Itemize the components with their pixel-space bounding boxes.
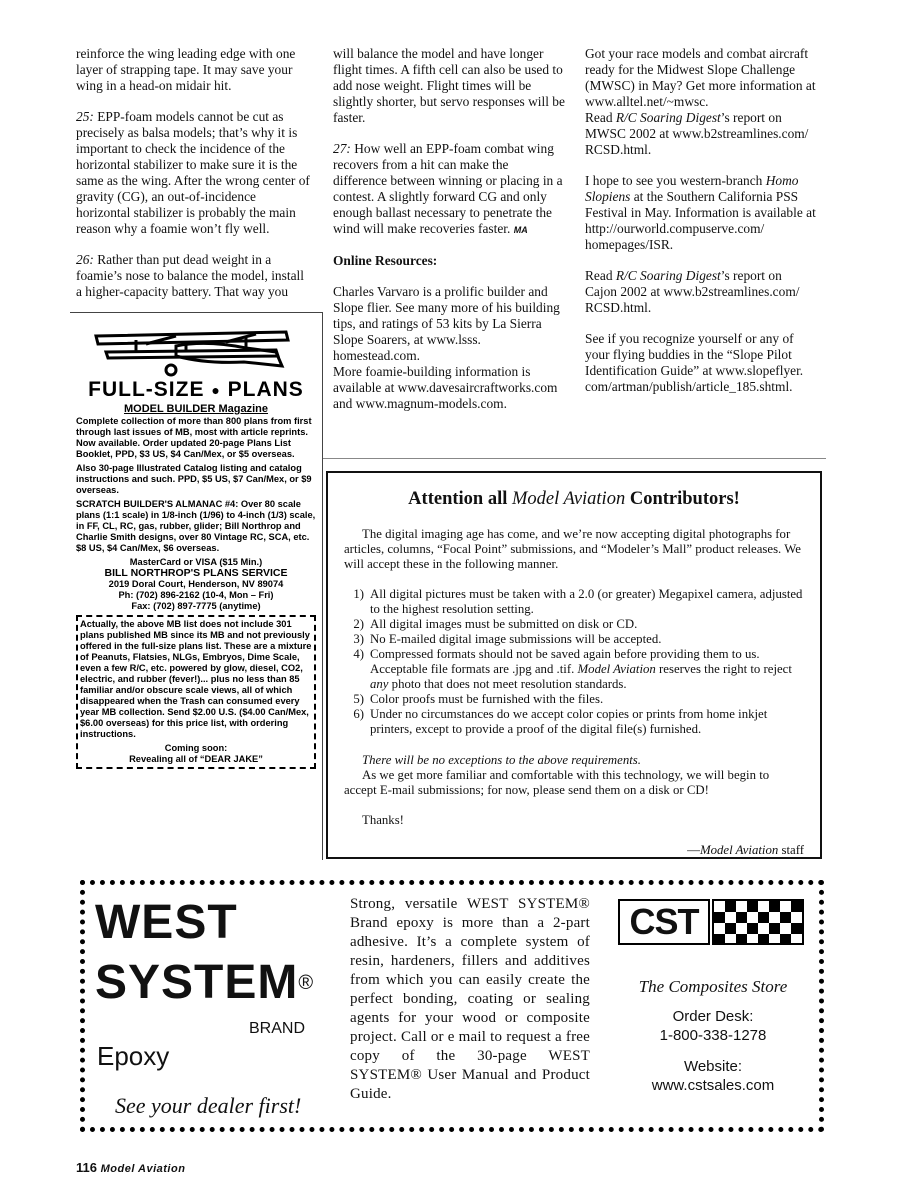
tip-text: Rather than put dead weight in a foamie’s nose to balance the model, install a higher-capacity battery. That way you [76, 252, 304, 299]
article-column-3 [585, 46, 817, 410]
tip-number: 25: [76, 109, 94, 124]
magazine-title: Model Aviation [699, 843, 779, 857]
list-item [344, 632, 804, 647]
attention-intro: The digital imaging age has come, and we’re now accepting digital photographs for articles, columns, “Focal Point” submissions, and “Modeler’s Mall” product releases. We will accept these in the following manner. [344, 527, 801, 571]
italic-phrase: Homo Slopiens [585, 173, 799, 204]
no-exceptions-note: There will be no exceptions to the above requirements. [362, 753, 641, 767]
magazine-title: Model Aviation [577, 662, 656, 676]
text: I hope to see you western-branch [585, 173, 766, 188]
end-mark: MA [513, 225, 528, 235]
page-footer [76, 1160, 185, 1175]
ad-payment: MasterCard or VISA ($15 Min.) [129, 557, 263, 567]
store-name: The Composites Store [638, 977, 788, 996]
paragraph: See if you recognize yourself or any of your flying buddies in the “Slope Pilot Identification Guide” at www.slopeflyer. com/artman/publish/article_185.shtml. [585, 331, 804, 394]
ad-top-rule [70, 312, 322, 313]
paragraph [585, 173, 817, 253]
magazine-name: Model Aviation [100, 1163, 186, 1175]
ad-paragraph: Actually, the above MB list does not include 301 plans published MB since its MB and not previously offered in the full-size plans list. These are a mixture of Peanuts, Flatsies, NLGs, Embryos, Dime Scale, even a few R/C, etc. powered by glow, diesel, CO2, electric, and rubber (fever!)... plus no less than 85 familiar and/or obscure scale views, all of which disappeared when the Trash can consumed every year MB collection. Send $2.00 U.S. ($4.00 Can/Mex, $6.00 overseas) for this price list, with ordering instructions. [80, 619, 312, 739]
ad-subtitle: MODEL BUILDER Magazine [123, 403, 269, 415]
plans-ad-content [76, 322, 316, 854]
ad-notice-box [76, 615, 316, 769]
tip-text: How well an EPP-foam combat wing recovers from a hit can make the difference between winning or placing in a contest. A slightly forward CG and only enough ballast necessary to penetrate the wind will make recoveries faster. [333, 141, 563, 236]
text: staff [778, 843, 804, 857]
item-text: All digital images must be submitted on disk or CD. [370, 617, 638, 631]
magazine-title: R/C Soaring Digest [615, 110, 721, 125]
cst-logo [618, 899, 808, 947]
logo-text: SYSTEM [95, 956, 299, 1009]
text: photo that does not meet resolution standards. [388, 677, 627, 691]
plans-advertisement [70, 312, 323, 860]
item-number: 4) [353, 647, 364, 661]
tip-text: EPP-foam models cannot be cut as precisely as balsa models; that’s why it is important to check the incidence of the horizontal stabilizer to make sure it is the same as the wing. After the wrong center of gravity (CG), an out-of-incidence horizontal stabilizer is probably the main reason why a foamie won’t fly well. [76, 109, 310, 236]
ad-title: FULL-SIZE ● PLANS [88, 378, 304, 401]
emphasis: any [370, 677, 389, 691]
dash: — [687, 843, 700, 857]
west-system-logo [95, 897, 335, 1009]
item-number: 2) [353, 617, 364, 631]
paragraph: More foamie-building information is available at www.davesaircraftworks.com and www.magnum-models.com. [333, 364, 558, 411]
ad-title-right: PLANS [227, 378, 304, 401]
west-system-advertisement [80, 880, 824, 1132]
paragraph: reinforce the wing leading edge with one layer of strapping tape. It may save your wing in a head-on midair hit. [76, 46, 296, 93]
text: Read [585, 110, 616, 125]
item-text: Under no circumstances do we accept color copies or prints from home inkjet printers, except to provide a proof of the digital file(s) furnished. [370, 707, 768, 736]
west-system-description: Strong, versatile WEST SYSTEM® Brand epoxy is more than a 2-part adhesive. It’s a complete system of resin, hardeners, fillers and additives from which you can easily create the perfect bonding, coating or sealing agents for your wood or composite project. Call or e mail to request a free copy of the 30-page WEST SYSTEM® User Manual and Product Guide. [350, 896, 590, 1102]
item-text: All digital pictures must be taken with a 2.0 (or greater) Megapixel camera, adjusted to the highest resolution setting. [370, 587, 803, 616]
tip-number: 27: [333, 141, 351, 156]
paragraph [585, 110, 817, 158]
item-text: No E-mailed digital image submissions will be accepted. [370, 632, 662, 646]
ad-coming-title: Revealing all of “DEAR JAKE” [129, 754, 263, 764]
tip-25 [76, 109, 310, 237]
thanks: Thanks! [362, 813, 404, 827]
text: at the Southern California PSS Festival in May. Information is available at http://ourworld.compuserve.com/ homepages/ISR. [585, 189, 816, 252]
signature [344, 843, 804, 858]
list-item [344, 647, 804, 692]
attention-box [326, 471, 822, 859]
attention-heading [328, 489, 820, 510]
item-text: Color proofs must be furnished with the files. [370, 692, 604, 706]
epoxy-label: Epoxy [97, 1041, 170, 1071]
website-label: Website: [683, 1058, 743, 1075]
ad-phone: Ph: (702) 896-2162 (10-4, Mon – Fri) [118, 590, 274, 600]
heading-text: Contributors! [625, 489, 740, 509]
tip-number: 26: [76, 252, 94, 267]
checkered-flag-icon [712, 899, 804, 945]
column-rule [322, 458, 826, 459]
order-phone: 1-800-338-1278 [659, 1027, 767, 1044]
magazine-title: Model Aviation [511, 489, 626, 509]
biplane-icon [76, 322, 316, 378]
text: reserves the right to reject [655, 662, 792, 676]
paragraph: will balance the model and have longer flight times. A fifth cell can also be used to add nose weight. Flight times will be slightly shorter, but servo responses will be faster. [333, 46, 565, 125]
article-column-2 [333, 46, 565, 427]
ad-title-left: FULL-SIZE [88, 378, 205, 401]
list-item [344, 707, 804, 737]
paragraph: Charles Varvaro is a prolific builder and Slope flier. See many more of his building tips, and ratings of 53 kits by La Sierra Slope Soarers, at www.lsss. homestead.com. [333, 284, 560, 363]
item-number: 5) [353, 692, 364, 706]
text: ’s report on MWSC 2002 at www.b2streamlines.com/ RCSD.html. [585, 110, 809, 157]
item-number: 3) [353, 632, 364, 646]
item-text [370, 647, 804, 692]
tagline: See your dealer first! [115, 1093, 302, 1118]
cst-contact [618, 1007, 808, 1095]
ad-company: BILL NORTHROP'S PLANS SERVICE [104, 567, 288, 579]
list-item [344, 692, 804, 707]
logo-line-1: WEST [95, 896, 238, 949]
brand-label: BRAND [249, 1020, 306, 1037]
article-column-1 [76, 46, 310, 315]
ad-paragraph: Complete collection of more than 800 plans from first through last issues of MB, most with article reprints. Now available. Order updated 20-page Plans List Booklet, PPD, $3 US, $4 Can/Mex, or $5 overseas. [76, 416, 312, 459]
page-number: 116 [76, 1160, 97, 1175]
attention-body [344, 527, 804, 858]
list-item [344, 617, 804, 632]
ad-fax: Fax: (702) 897-7775 (anytime) [131, 601, 261, 611]
logo-line-2 [95, 957, 335, 1009]
list-item [344, 587, 804, 617]
tip-27 [333, 141, 565, 238]
tip-26 [76, 252, 310, 300]
order-desk-label: Order Desk: [672, 1008, 754, 1025]
text: ’s report on Cajon 2002 at www.b2streamlines.com/ RCSD.html. [585, 268, 800, 315]
text: Compressed formats should not be saved again before providing them to us. Acceptable file formats are .jpg and .tif. [370, 647, 760, 676]
cst-logo-text: CST [618, 899, 710, 945]
ad-paragraph: Also 30-page Illustrated Catalog listing and catalog instructions and such. PPD, $5 US, $7 Can/Mex, or $9 overseas. [76, 463, 312, 495]
ad-coming: Coming soon: [164, 743, 228, 753]
requirements-list [344, 587, 804, 737]
text: Read [585, 268, 616, 283]
heading-text: Attention all [408, 489, 512, 509]
magazine-title: R/C Soaring Digest [615, 268, 721, 283]
item-number: 6) [353, 707, 364, 721]
registered-mark: ® [298, 972, 315, 994]
attention-closing: As we get more familiar and comfortable with this technology, we will begin to accept E-mail submissions; for now, please send them on a disk or CD! [344, 768, 770, 797]
ad-paragraph: SCRATCH BUILDER'S ALMANAC #4: Over 80 scale plans (1:1 scale) in 1/8-inch (1/96) to 4-inch (1/3) scale, in FF, CL, RC, gas, rubber, glider; Bill Northrop and Charlie Smith designs, over 80 Vintage RC, SCA, etc. $8 US, $4 Can/Mex, $6 overseas. [76, 499, 316, 553]
ad-address: 2019 Doral Court, Henderson, NV 89074 [108, 579, 284, 589]
section-heading: Online Resources: [333, 253, 438, 268]
paragraph: Got your race models and combat aircraft ready for the Midwest Slope Challenge (MWSC) in May? Get more information at www.alltel.net/~mwsc. [585, 46, 816, 109]
website-url: www.cstsales.com [651, 1077, 775, 1094]
paragraph [585, 268, 817, 316]
item-number: 1) [353, 587, 364, 601]
